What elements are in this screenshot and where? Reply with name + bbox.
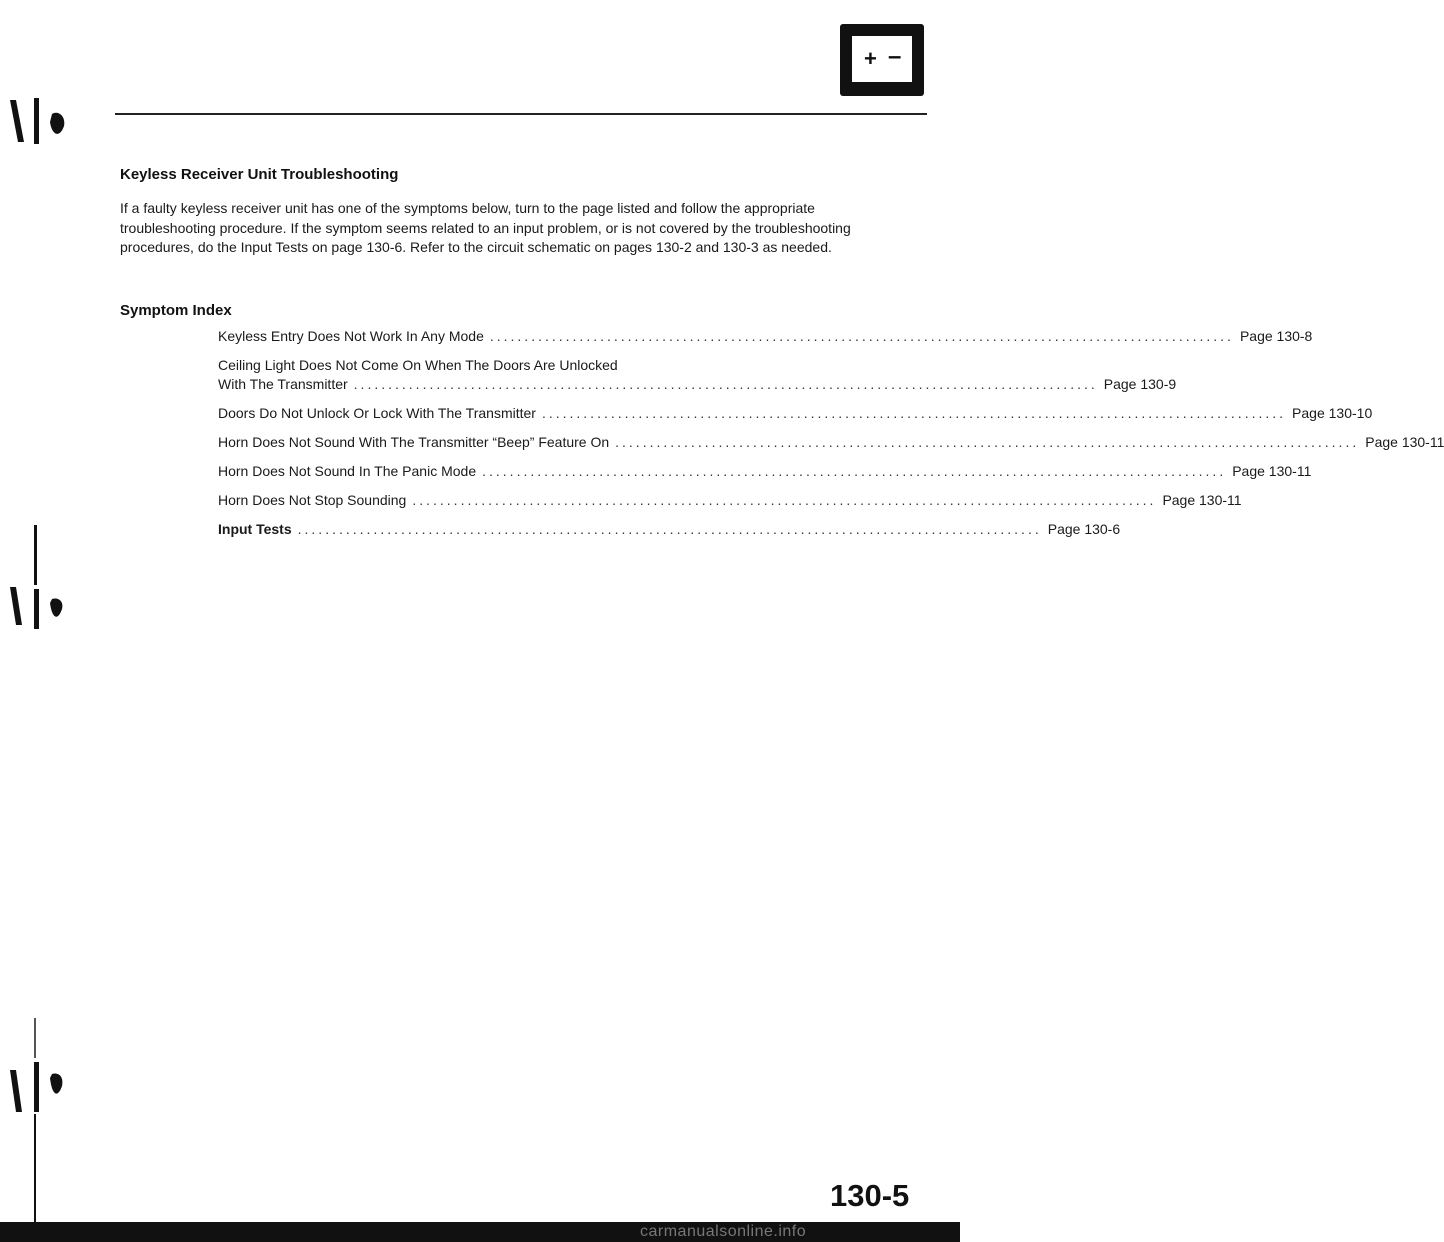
intro-paragraph: If a faulty keyless receiver unit has one of the symptoms below, turn to the page listed and follow the appropriate troubleshooting procedure. If the symptom seems related to an input problem, or is not covered by the troubleshooting procedures, do the Input Tests on page 130-6. Refer to the circuit schematic on pages 130-2 and 130-3 as needed. <box>120 200 851 255</box>
toc-entry-label: Keyless Entry Does Not Work In Any Mode <box>218 328 484 344</box>
dot-leader: ............................................................................................................ <box>297 521 1042 537</box>
dot-leader: ............................................................................................................ <box>541 405 1287 421</box>
toc-entry-page: Page 130-10 <box>1292 405 1373 421</box>
toc-entry-label: Horn Does Not Sound With The Transmitter “Beep” Feature On <box>218 434 610 450</box>
toc-entry <box>218 327 1313 346</box>
section-title: Keyless Receiver Unit Troubleshooting <box>120 166 399 183</box>
dot-leader: ............................................................................................................ <box>412 492 1157 508</box>
toc-entry-label: Doors Do Not Unlock Or Lock With The Transmitter <box>218 405 536 421</box>
binder-mark-middle <box>0 525 70 635</box>
toc-entry-page: Page 130-8 <box>1239 328 1313 344</box>
toc-entry-label: Horn Does Not Sound In The Panic Mode <box>218 463 477 479</box>
toc-entry-label: Input Tests <box>218 521 292 537</box>
dot-leader: ............................................................................................................ <box>615 434 1360 450</box>
binder-mark-bottom <box>0 1018 70 1242</box>
toc-entry-page: Page 130-11 <box>1232 463 1312 479</box>
toc-entry-page: Page 130-9 <box>1103 376 1177 392</box>
bottom-bar <box>0 1222 960 1242</box>
symptom-index <box>218 327 1444 549</box>
dot-leader: ............................................................................................................ <box>353 376 1098 392</box>
dot-leader: ............................................................................................................ <box>482 463 1227 479</box>
toc-entry <box>218 462 1312 481</box>
binder-mark-top <box>0 70 70 150</box>
toc-entry <box>218 404 1373 423</box>
toc-entry <box>218 520 1121 539</box>
toc-entry <box>218 356 1177 394</box>
header-rule <box>115 113 927 115</box>
toc-entry-label: Horn Does Not Stop Sounding <box>218 492 407 508</box>
toc-entry-label: With The Transmitter <box>218 376 348 392</box>
watermark: carmanualsonline.info <box>640 1223 807 1240</box>
symptom-index-heading: Symptom Index <box>120 302 232 319</box>
toc-entry <box>218 491 1242 510</box>
dot-leader: ............................................................................................................ <box>489 328 1234 344</box>
toc-entry <box>218 433 1444 452</box>
toc-entry-page: Page 130-11 <box>1162 492 1242 508</box>
page-number: 130-5 <box>830 1178 910 1213</box>
toc-entry-page: Page 130-11 <box>1365 434 1444 450</box>
battery-icon: + – <box>840 24 924 96</box>
toc-entry-page: Page 130-6 <box>1047 521 1121 537</box>
toc-entry-label-line1: Ceiling Light Does Not Come On When The Doors Are Unlocked <box>218 357 618 373</box>
